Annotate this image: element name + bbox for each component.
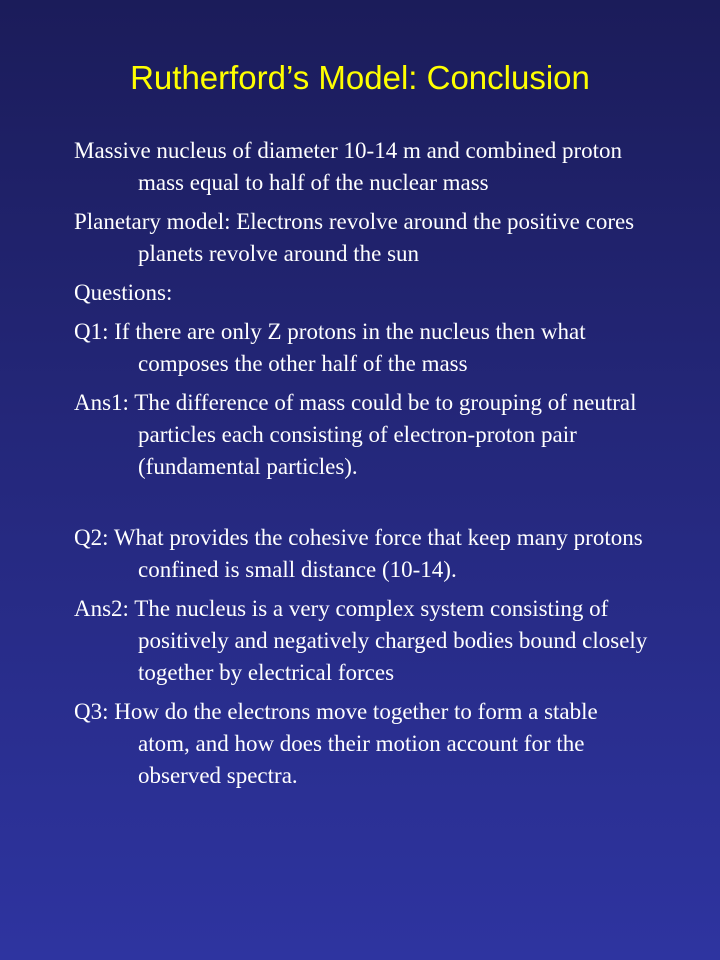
paragraph-nucleus: Massive nucleus of diameter 10-14 m and combined proton mass equal to half of the nuclear mass: [74, 138, 623, 195]
paragraph-planetary-model: Planetary model: Electrons revolve around the positive cores planets revolve around the sun: [74, 209, 635, 266]
paragraph-questions-heading: Questions:: [74, 280, 173, 305]
paragraph-ans2: Ans2: The nucleus is a very complex system consisting of positively and negatively charged bodies bound closely together by electrical forces: [74, 596, 648, 685]
slide-body: [74, 135, 654, 799]
paragraph-q3: Q3: How do the electrons move together to form a stable atom, and how does their motion account for the observed spectra.: [74, 699, 598, 788]
paragraph-ans1: Ans1: The difference of mass could be to grouping of neutral particles each consisting of electron-proton pair (fundamental particles).: [74, 390, 637, 479]
paragraph-q1: Q1: If there are only Z protons in the nucleus then what composes the other half of the mass: [74, 319, 586, 376]
paragraph-q2: Q2: What provides the cohesive force that keep many protons confined is small distance (10-14).: [74, 525, 643, 582]
slide-title: Rutherford’s Model: Conclusion: [130, 59, 590, 96]
